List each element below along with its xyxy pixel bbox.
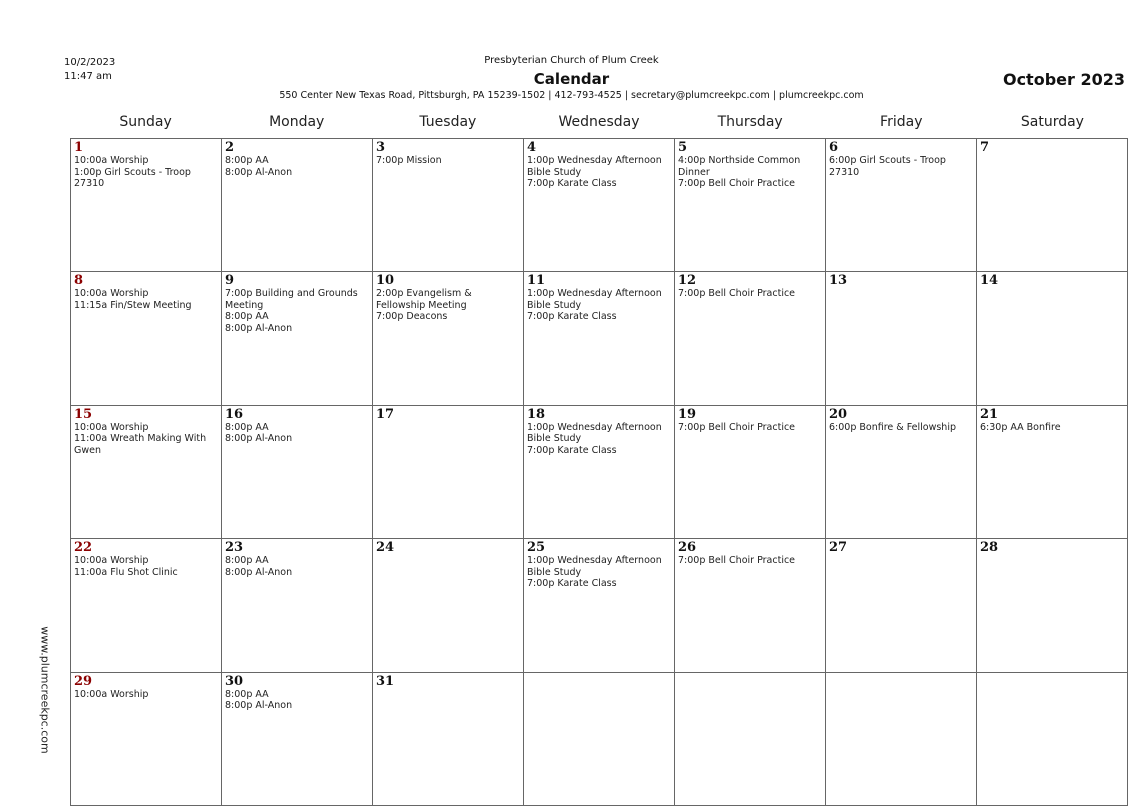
calendar-event: 7:00p Bell Choir Practice [678,421,796,433]
calendar-event: 10:00a Worship [74,288,149,300]
calendar-event: 11:15a Fin/Stew Meeting [74,299,192,311]
day-cell-7 [977,139,1128,272]
day-number: 8 [74,273,84,289]
day-number: 12 [678,273,697,289]
calendar-event: 8:00p AA [225,555,269,567]
day-cell-21 [977,406,1128,539]
day-cell-11 [524,272,675,405]
calendar-event: 7:00p Bell Choir Practice [678,288,796,300]
day-cell-5 [675,139,826,272]
calendar-event: 8:00p Al-Anon [225,166,293,178]
day-number: 30 [225,673,244,689]
calendar-event: 7:00p Bell Choir Practice [678,178,796,189]
day-cell-8 [71,272,222,405]
calendar-event: 8:00p Al-Anon [225,700,293,712]
day-cell-18 [524,406,675,539]
calendar-event: 10:00a Worship [74,688,149,700]
organization-name: Presbyterian Church of Plum Creek [484,55,659,66]
day-number: 13 [829,273,848,289]
day-cell-24 [373,539,524,672]
day-number: 9 [225,273,235,289]
day-cell-3 [373,139,524,272]
calendar-event: 4:00p Northside Common Dinner [678,155,801,178]
day-cell-28 [977,539,1128,672]
day-number: 5 [678,140,688,155]
day-number: 15 [74,406,93,422]
day-number: 6 [829,140,839,155]
day-cell-20 [826,406,977,539]
day-number: 18 [527,406,546,422]
print-time: 11:47 am [64,71,112,82]
calendar-event: 8:00p Al-Anon [225,322,293,334]
calendar-event: 1:00p Wednesday Afternoon Bible Study [527,421,662,445]
day-number: 14 [980,273,999,289]
calendar-event: 8:00p AA [225,311,269,323]
calendar-event: 1:00p Wednesday Afternoon Bible Study [527,555,662,578]
day-cell-1 [71,139,222,272]
day-cell-15 [71,406,222,539]
contact-address: 550 Center New Texas Road, Pittsburgh, PA 15239-1502 | 412-793-4525 | secretary@plumcreekpc.com | plumcreekpc.com [279,90,864,101]
calendar-header [0,54,1143,102]
day-number: 29 [74,673,93,689]
calendar-event: 2:00p Evangelism & Fellowship Meeting [376,288,472,311]
weekday-sunday: Sunday [119,114,172,130]
day-cell-2 [222,139,373,272]
day-number: 21 [980,406,999,422]
weekday-thursday: Thursday [717,114,783,130]
page-title: Calendar [533,70,610,88]
calendar-event: 1:00p Wednesday Afternoon Bible Study [527,288,662,311]
calendar-event: 8:00p AA [225,421,269,433]
calendar-event: 8:00p Al-Anon [225,433,293,445]
calendar-event: 7:00p Mission [376,155,442,166]
day-cell-16 [222,406,373,539]
day-cell-12 [675,272,826,405]
calendar-event: 7:00p Karate Class [527,178,617,189]
day-cell-27 [826,539,977,672]
calendar-event: 1:00p Wednesday Afternoon Bible Study [527,155,662,178]
day-cell-13 [826,272,977,405]
side-website-url: www.plumcreekpc.com [38,626,52,754]
day-number: 27 [829,540,848,556]
day-number: 16 [225,406,244,422]
day-number: 26 [678,540,697,556]
day-number: 22 [74,540,93,556]
day-cell-30 [222,673,373,806]
day-number: 23 [225,540,244,556]
calendar-event: 6:00p Girl Scouts - Troop 27310 [829,155,946,178]
day-cell-31 [373,673,524,806]
day-cell-4 [524,139,675,272]
day-number: 20 [829,406,848,422]
calendar-grid [70,138,1128,806]
day-cell-6 [826,139,977,272]
day-number: 3 [376,140,386,155]
day-cell-9 [222,272,373,405]
calendar-event: 11:00a Wreath Making With Gwen [74,433,207,456]
empty-day-cell [977,673,1128,806]
empty-day-cell [675,673,826,806]
day-cell-25 [524,539,675,672]
calendar-event: 6:00p Bonfire & Fellowship [829,421,956,433]
calendar-event: 8:00p AA [225,688,269,700]
day-number: 24 [376,540,395,556]
day-cell-22 [71,539,222,672]
calendar-event: 7:00p Karate Class [527,444,617,456]
weekday-friday: Friday [880,114,923,130]
day-number: 19 [678,406,697,422]
day-cell-19 [675,406,826,539]
calendar-event: 10:00a Worship [74,555,149,567]
weekday-header-row [70,114,1128,130]
calendar-event: 8:00p Al-Anon [225,566,293,578]
weekday-wednesday: Wednesday [558,114,640,130]
weekday-saturday: Saturday [1020,114,1084,130]
day-number: 17 [376,406,395,422]
calendar-event: 8:00p AA [225,155,269,166]
calendar-event: 6:30p AA Bonfire [980,421,1061,433]
weekday-monday: Monday [269,114,325,130]
day-cell-17 [373,406,524,539]
day-number: 25 [527,540,546,556]
day-cell-14 [977,272,1128,405]
weekday-tuesday: Tuesday [419,114,477,130]
empty-day-cell [826,673,977,806]
day-number: 2 [225,140,235,155]
day-cell-29 [71,673,222,806]
day-number: 1 [74,140,84,155]
calendar-event: 7:00p Karate Class [527,578,617,590]
print-date: 10/2/2023 [64,57,116,68]
day-number: 11 [527,273,546,289]
day-number: 28 [980,540,999,556]
calendar-event: 7:00p Karate Class [527,311,617,323]
calendar-event: 7:00p Deacons [376,311,448,323]
calendar-event: 7:00p Building and Grounds Meeting [225,288,358,311]
day-number: 4 [527,140,537,155]
month-title: October 2023 [1002,70,1125,89]
calendar-event: 10:00a Worship [74,155,149,166]
day-number: 31 [376,673,395,689]
calendar-event: 11:00a Flu Shot Clinic [74,566,178,578]
calendar-event: 10:00a Worship [74,421,149,433]
day-cell-10 [373,272,524,405]
day-number: 7 [980,140,990,155]
day-cell-23 [222,539,373,672]
day-number: 10 [376,273,395,289]
empty-day-cell [524,673,675,806]
day-cell-26 [675,539,826,672]
calendar-event: 1:00p Girl Scouts - Troop 27310 [74,166,191,189]
calendar-event: 7:00p Bell Choir Practice [678,555,796,567]
